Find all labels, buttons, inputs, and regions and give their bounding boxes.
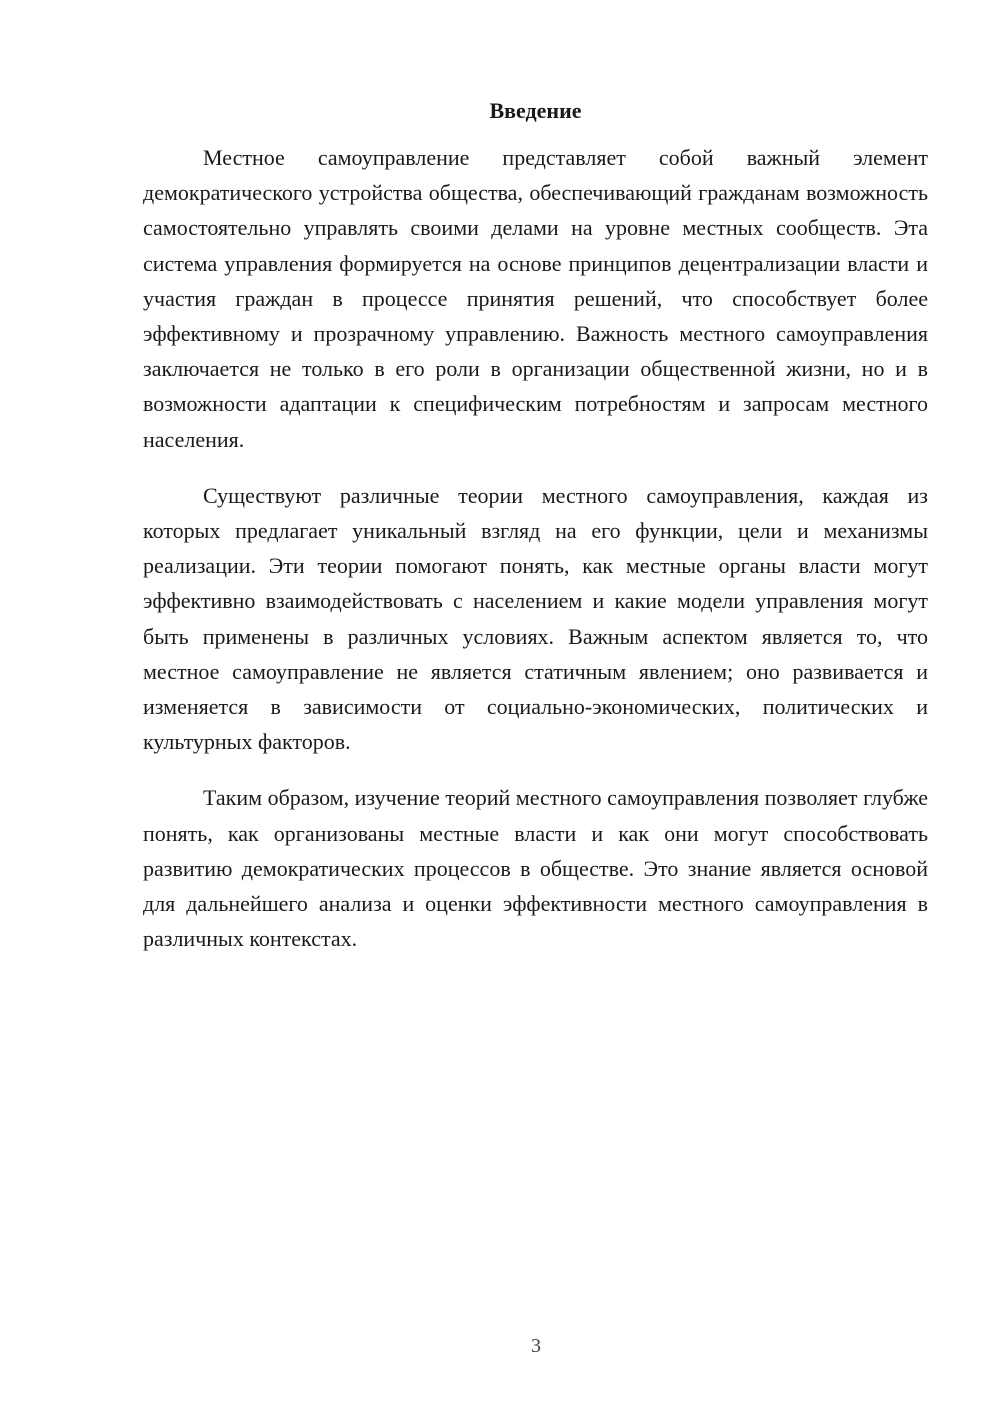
section-title: Введение [489, 98, 582, 123]
page-content [143, 92, 928, 956]
paragraph-2: Существуют различные теории местного самоуправления, каждая из которых предлагает уникальный взгляд на его функции, цели и механизмы реализации. Эти теории помогают понять, как местные органы власти могут эффективно взаимодействовать с населением и какие модели управления могут быть применены в различных условиях. Важным аспектом является то, что местное самоуправление не является статичным явлением; оно развивается и изменяется в зависимости от социально-экономических, политических и культурных факторов. [143, 482, 928, 755]
paragraph-3: Таким образом, изучение теорий местного самоуправления позволяет глубже понять, как организованы местные власти и как они могут способствовать развитию демократических процессов в обществе. Это знание является основой для дальнейшего анализа и оценки эффективности местного самоуправления в различных контекстах. [143, 785, 928, 952]
paragraph-1: Местное самоуправление представляет собой важный элемент демократического устройства общества, обеспечивающий гражданам возможность самостоятельно управлять своими делами на уровне местных сообществ. Эта система управления формируется на основе принципов децентрализации власти и участия граждан в процессе принятия решений, что способствует более эффективному и прозрачному управлению. Важность местного самоуправления заключается не только в его роли в организации общественной жизни, но и в возможности адаптации к специфическим потребностям и запросам местного населения. [143, 145, 928, 452]
page-number: 3 [531, 1335, 541, 1357]
